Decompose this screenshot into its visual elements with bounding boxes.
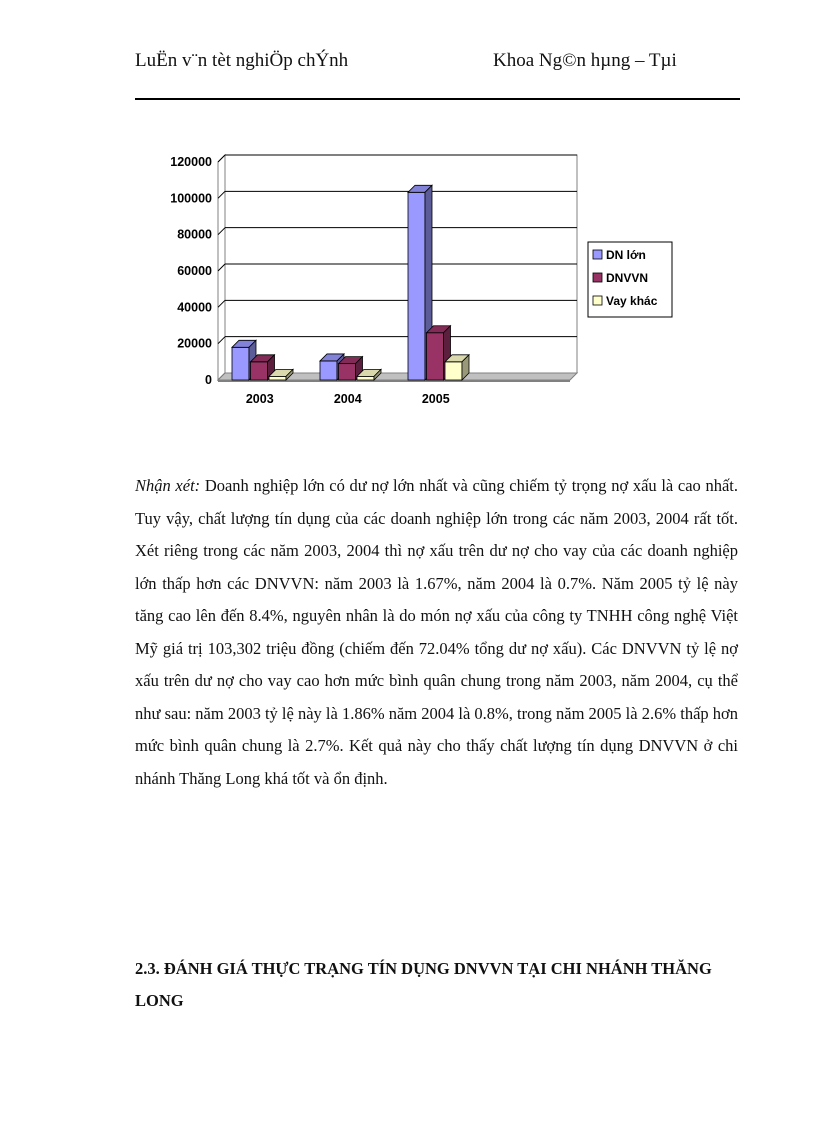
y-tick-label: 80000 [177, 227, 212, 242]
bar-front [357, 376, 374, 380]
y-tick-label: 20000 [177, 336, 212, 351]
commentary-paragraph [135, 470, 738, 795]
y-tick-label: 40000 [177, 300, 212, 315]
commentary-label: Nhận xét: [135, 476, 201, 495]
chart-back-panel [218, 155, 577, 380]
chart-legend [588, 242, 672, 317]
bar-front [427, 333, 444, 380]
header-divider [135, 98, 740, 100]
legend-label: DNVVN [606, 271, 649, 285]
header-left-title: LuËn v¨n tèt nghiÖp chÝnh [135, 50, 349, 71]
legend-label: Vay khác [606, 294, 658, 308]
y-tick-label: 100000 [170, 191, 212, 206]
bar-front [251, 362, 268, 380]
bar-front [269, 376, 286, 380]
chart-x-axis [246, 392, 450, 406]
header-right-title: Khoa Ng©n hµng – Tµi [493, 50, 677, 71]
y-tick-label: 0 [205, 373, 212, 387]
y-tick-label: 60000 [177, 264, 212, 278]
legend-swatch [593, 273, 602, 282]
commentary-text: Doanh nghiệp lớn có dư nợ lớn nhất và cũng chiếm tỷ trọng nợ xấu là cao nhất. Tuy vậy, chất lượng tín dụng của các doanh nghiệp lớn trong các năm 2003, 2004 rất tốt. Xét riêng trong các năm 2003, 2004 thì nợ xấu trên dư nợ cho vay của các doanh nghiệp lớn thấp hơn các DNVVN: năm 2003 là 1.67%, năm 2004 là 0.7%. Năm 2005 tỷ lệ này tăng cao lên đến 8.4%, nguyên nhân là do món nợ xấu của công ty TNHH công nghệ Việt Mỹ giá trị 103,302 triệu đồng (chiếm đến 72.04% tổng dư nợ xấu). Các DNVVN tỷ lệ nợ xấu trên dư nợ cho vay cao hơn mức bình quân chung trong năm 2003, năm 2004, cụ thể như sau: năm 2003 tỷ lệ này là 1.86% năm 2004 là 0.8%, trong năm 2005 là 2.6% thấp hơn mức bình quân chung là 2.7%. Kết quả này cho thấy chất lượng tín dụng DNVVN ở chi nhánh Thăng Long khá tốt và ổn định. [135, 476, 738, 788]
legend-swatch [593, 250, 602, 259]
bar-vay-khác-2005 [445, 355, 469, 380]
bar-chart [150, 150, 690, 420]
section-heading: 2.3. ĐÁNH GIÁ THỰC TRẠNG TÍN DỤNG DNVVN TẠI CHI NHÁNH THĂNG LONG [135, 959, 712, 1010]
bar-front [320, 361, 337, 380]
bar-front [339, 364, 356, 380]
x-tick-label: 2005 [421, 392, 450, 406]
legend-swatch [593, 296, 602, 305]
chart-y-axis [170, 155, 212, 387]
x-tick-label: 2004 [333, 392, 362, 406]
bar-front [232, 347, 249, 380]
y-tick-label: 120000 [170, 155, 212, 169]
legend-label: DN lớn [606, 248, 646, 262]
bar-front [445, 362, 462, 380]
x-tick-label: 2003 [245, 392, 274, 406]
bar-front [408, 192, 425, 380]
